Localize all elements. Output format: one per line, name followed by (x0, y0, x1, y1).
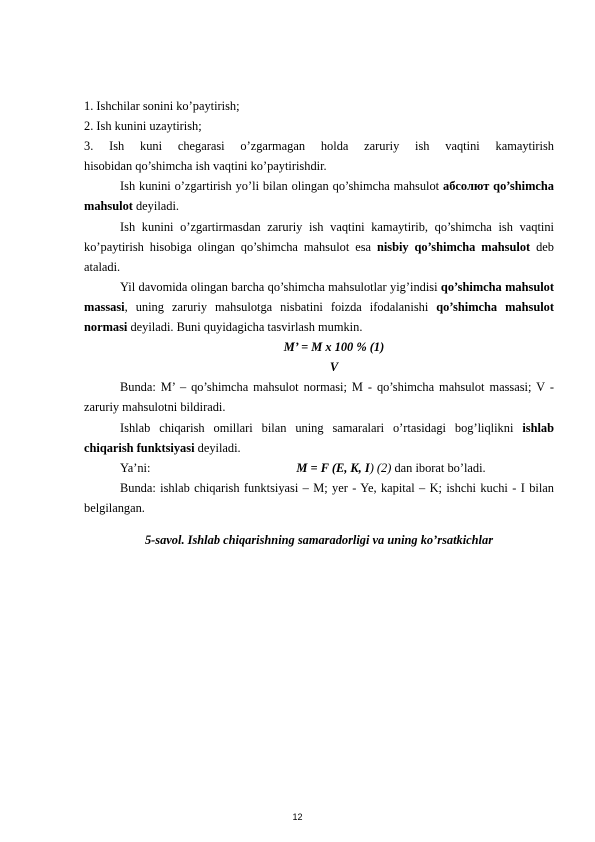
paragraph-where-1: Bunda: M’ – qo’shimcha mahsulot normasi; M - qo’shimcha mahsulot massasi; V - zaruriy mahsulotni bildiradi. (84, 380, 554, 415)
paragraph-text: deyiladi. (132, 199, 179, 214)
section-heading: 5-savol. Ishlab chiqarishning samaradorligi va uning ko’rsatkichlar (144, 532, 494, 547)
term-relative-surplus: nisbiy qo’shimcha mahsulot (376, 239, 531, 254)
list-item-2-text: 2. Ish kunini uzaytirish; (84, 119, 202, 134)
paragraph-text: , uning zaruriy mahsulotga nisbatini foizda ifodalanishi (124, 299, 437, 314)
paragraph-text: Ish kunini o’zgartirmasdan zaruriy ish vaqtini kamaytirib, qo’shimcha ish vaqtini ko’paytirish hisobiga olingan qo’shimcha mahsulot esa (84, 219, 554, 254)
paragraph-production-function (84, 418, 554, 458)
list-item-3 (84, 136, 554, 176)
term-absolute-surplus: абсолют qo’shimcha mahsulot (84, 179, 554, 214)
paragraph-text: deb ataladi. (84, 239, 554, 274)
list-item-1-text: 1. Ishchilar sonini ko’paytirish; (84, 99, 240, 113)
list-item-2 (84, 116, 554, 136)
page-number: 12 (292, 812, 303, 822)
formula-2-number: ) (2) (369, 460, 392, 475)
list-item-3-line-2: hisobidan qo’shimcha ish vaqtini ko’paytirishdir. (84, 159, 327, 174)
formula-1-numerator: M’ = M x 100 % (1) (283, 340, 385, 355)
paragraph-text: Ish kunini o’zgartirish yo’li bilan olingan qo’shimcha mahsulot (120, 179, 444, 194)
paragraph-where-2: Bunda: ishlab chiqarish funktsiyasi – M; yer - Ye, kapital – K; ishchi kuchi - I bilan belgilangan. (84, 480, 554, 515)
paragraph-surplus-mass (84, 277, 554, 337)
term-surplus-rate: qo’shimcha mahsulot normasi (84, 299, 554, 335)
label-yani: Ya’ni: (120, 460, 151, 475)
paragraph-text: Yil davomida olingan barcha qo’shimcha mahsulotlar yig’indisi (120, 279, 441, 294)
paragraph-yani (84, 458, 554, 478)
term-production-function: ishlab chiqarish funktsiyasi (84, 420, 554, 455)
paragraph-relative-surplus (84, 217, 554, 277)
list-item-1 (84, 96, 554, 116)
term-surplus-mass: qo’shimcha mahsulot massasi (84, 279, 554, 314)
paragraph-text: dan iborat bo’ladi. (391, 460, 486, 475)
paragraph-text: deyiladi. Buni quyidagicha tasvirlash mumkin. (127, 320, 363, 335)
list-item-3-line-1: 3. Ish kuni chegarasi o’zgarmagan holda zaruriy ish vaqtini kamaytirish (84, 139, 554, 154)
formula-2: M = F (E, K, I (296, 460, 370, 475)
document-page (84, 96, 554, 550)
paragraph-text: Ishlab chiqarish omillari bilan uning samaralari o’rtasidagi bog’liqlikni (120, 420, 523, 435)
paragraph-text: deyiladi. (194, 440, 241, 455)
paragraph-absolute-surplus (84, 176, 554, 216)
formula-1-denominator: V (329, 360, 339, 375)
